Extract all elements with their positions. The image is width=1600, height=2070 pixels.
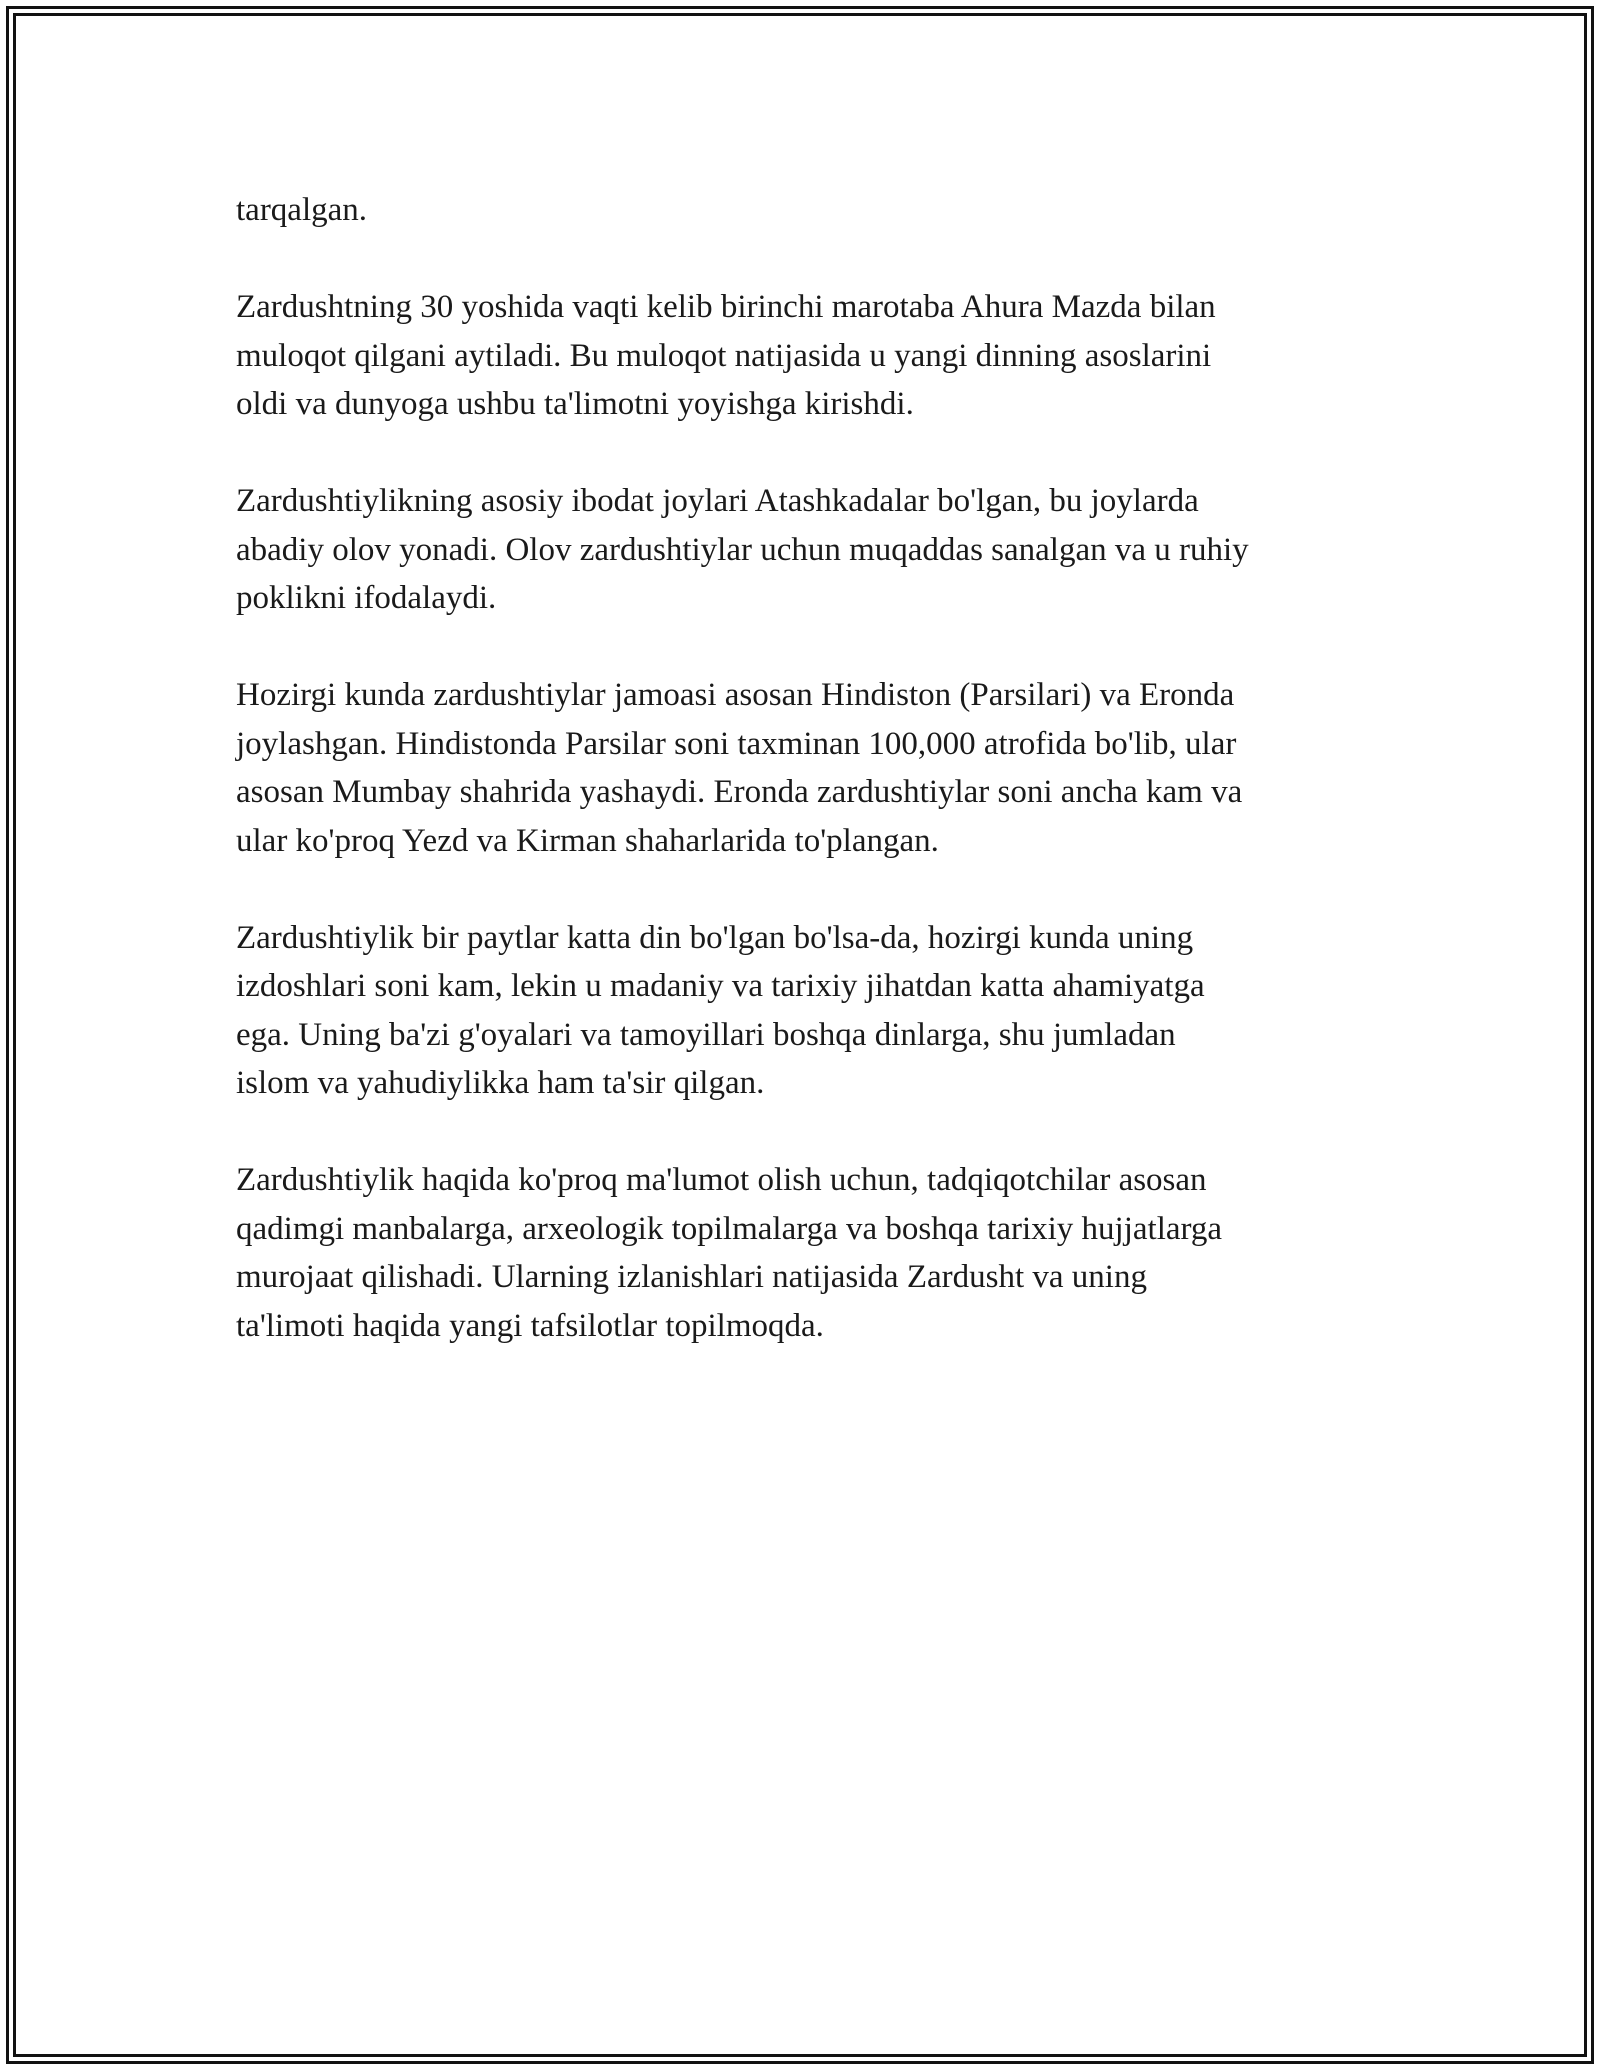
paragraph-continuation: tarqalgan. (236, 192, 368, 228)
paragraph-first-dialogue: Zardushtning 30 yoshida vaqti kelib birinchi marotaba Ahura Mazda bilan muloqot qilgani aytiladi. Bu muloqot natijasida u yangi dinning asoslarini oldi va dunyoga ushbu ta'limotni yoyishga kirishdi. (236, 289, 1216, 422)
paragraph-modern-communities: Hozirgi kunda zardushtiylar jamoasi asosan Hindiston (Parsilari) va Eronda joylashgan. Hindistonda Parsilar soni taxminan 100,000 atrofida bo'lib, ular asosan Mumbay shahrida yashaydi. Eronda zardushtiylar soni ancha kam va ular ko'proq Yezd va Kirman shaharlarida to'plangan. (236, 677, 1243, 859)
paragraph-research: Zardushtiylik haqida ko'proq ma'lumot olish uchun, tadqiqotchilar asosan qadimgi manbalarga, arxeologik topilmalarga va boshqa tarixiy hujjatlarga murojaat qilishadi. Ularning izlanishlari natijasida Zardusht va uning ta'limoti haqida yangi tafsilotlar topilmoqda. (236, 1162, 1223, 1344)
paragraph-places-of-worship: Zardushtiylikning asosiy ibodat joylari Atashkadalar bo'lgan, bu joylarda abadiy olov yonadi. Olov zardushtiylar uchun muqaddas sanalgan va u ruhiy poklikni ifodalaydi. (236, 483, 1249, 616)
paragraph-cultural-significance: Zardushtiylik bir paytlar katta din bo'lgan bo'lsa-da, hozirgi kunda uning izdoshlari soni kam, lekin u madaniy va tarixiy jihatdan katta ahamiyatga ega. Uning ba'zi g'oyalari va tamoyillari boshqa dinlarga, shu jumladan islom va yahudiylikka ham ta'sir qilgan. (236, 919, 1205, 1101)
document-body (236, 186, 1376, 1399)
